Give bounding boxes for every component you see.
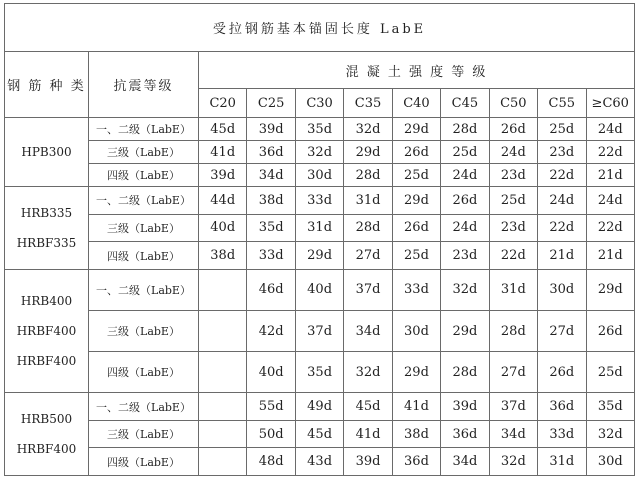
seismic-grade-cell: 三级（LabE） — [89, 214, 199, 242]
value-cell: 39d — [441, 393, 489, 421]
value-cell: 35d — [295, 118, 343, 141]
table-row — [5, 393, 635, 421]
value-cell: 31d — [538, 448, 586, 476]
value-cell: 31d — [344, 187, 392, 215]
seismic-grade-cell: 四级（LabE） — [89, 448, 199, 476]
value-cell: 22d — [538, 214, 586, 242]
steel-type-label: HRBF400 — [16, 442, 77, 457]
value-cell: 32d — [295, 141, 343, 164]
value-cell: 30d — [392, 310, 440, 351]
steel-type-header: 钢 筋 种 类 — [5, 52, 89, 118]
value-cell: 44d — [199, 187, 247, 215]
value-cell: 28d — [489, 310, 537, 351]
grade-header-cell: C35 — [344, 89, 392, 118]
value-cell: 32d — [489, 448, 537, 476]
value-cell: 28d — [344, 214, 392, 242]
value-cell: 26d — [489, 118, 537, 141]
value-cell: 23d — [441, 242, 489, 270]
value-cell: 38d — [199, 242, 247, 270]
table-row — [5, 214, 635, 242]
steel-type-label: HRB335 — [20, 205, 73, 220]
table-title: 受拉钢筋基本锚固长度 LabE — [5, 4, 635, 52]
value-cell: 25d — [392, 242, 440, 270]
table-row — [5, 187, 635, 215]
steel-type-label: HRB500 — [20, 412, 73, 427]
value-cell: 43d — [295, 448, 343, 476]
grade-header-cell: ≥C60 — [586, 89, 635, 118]
grade-header-cell: C20 — [199, 89, 247, 118]
value-cell: 26d — [441, 187, 489, 215]
seismic-grade-cell: 三级（LabE） — [89, 141, 199, 164]
value-cell: 41d — [392, 393, 440, 421]
value-cell: 49d — [295, 393, 343, 421]
value-cell: 24d — [441, 214, 489, 242]
value-cell: 26d — [586, 310, 635, 351]
value-cell: 37d — [295, 310, 343, 351]
value-cell: 29d — [392, 352, 440, 393]
value-cell — [199, 393, 247, 421]
steel-type-cell — [5, 393, 89, 476]
value-cell: 36d — [392, 448, 440, 476]
seismic-grade-cell: 四级（LabE） — [89, 242, 199, 270]
table-row — [5, 242, 635, 270]
value-cell: 24d — [489, 141, 537, 164]
value-cell: 37d — [489, 393, 537, 421]
value-cell: 41d — [344, 420, 392, 448]
value-cell: 26d — [392, 141, 440, 164]
value-cell: 34d — [489, 420, 537, 448]
value-cell: 26d — [538, 352, 586, 393]
value-cell: 24d — [586, 118, 635, 141]
value-cell: 36d — [538, 393, 586, 421]
value-cell: 27d — [489, 352, 537, 393]
value-cell: 35d — [295, 352, 343, 393]
seismic-grade-cell: 四级（LabE） — [89, 164, 199, 187]
grade-header-cell: C55 — [538, 89, 586, 118]
seismic-grade-cell: 一、二级（LabE） — [89, 118, 199, 141]
table-row — [5, 141, 635, 164]
value-cell: 38d — [392, 420, 440, 448]
value-cell: 28d — [441, 118, 489, 141]
value-cell: 27d — [344, 242, 392, 270]
table-row — [5, 269, 635, 310]
table-row — [5, 448, 635, 476]
value-cell: 29d — [441, 310, 489, 351]
seismic-grade-cell: 三级（LabE） — [89, 310, 199, 351]
steel-type-label: HRBF400 — [16, 324, 77, 339]
value-cell: 31d — [489, 269, 537, 310]
value-cell: 21d — [586, 164, 635, 187]
value-cell: 25d — [392, 164, 440, 187]
value-cell: 23d — [489, 214, 537, 242]
value-cell: 30d — [586, 448, 635, 476]
value-cell — [199, 269, 247, 310]
value-cell: 33d — [392, 269, 440, 310]
value-cell: 21d — [538, 242, 586, 270]
value-cell: 23d — [538, 141, 586, 164]
value-cell: 45d — [344, 393, 392, 421]
value-cell: 48d — [247, 448, 295, 476]
value-cell: 22d — [586, 141, 635, 164]
value-cell: 28d — [441, 352, 489, 393]
value-cell: 45d — [295, 420, 343, 448]
value-cell: 27d — [538, 310, 586, 351]
value-cell: 55d — [247, 393, 295, 421]
steel-type-cell — [5, 118, 89, 187]
seismic-grade-cell: 三级（LabE） — [89, 420, 199, 448]
value-cell: 24d — [586, 187, 635, 215]
grade-header-cell: C30 — [295, 89, 343, 118]
value-cell: 29d — [392, 187, 440, 215]
value-cell: 33d — [247, 242, 295, 270]
value-cell: 35d — [586, 393, 635, 421]
table-row — [5, 164, 635, 187]
value-cell: 31d — [295, 214, 343, 242]
value-cell: 21d — [586, 242, 635, 270]
value-cell: 34d — [344, 310, 392, 351]
value-cell: 34d — [441, 448, 489, 476]
value-cell: 24d — [538, 187, 586, 215]
value-cell: 29d — [392, 118, 440, 141]
value-cell: 40d — [295, 269, 343, 310]
value-cell: 33d — [295, 187, 343, 215]
value-cell — [199, 352, 247, 393]
value-cell: 32d — [344, 118, 392, 141]
value-cell: 23d — [489, 164, 537, 187]
value-cell: 25d — [538, 118, 586, 141]
table-row — [5, 420, 635, 448]
value-cell: 22d — [538, 164, 586, 187]
value-cell: 25d — [489, 187, 537, 215]
value-cell: 29d — [344, 141, 392, 164]
seismic-grade-cell: 一、二级（LabE） — [89, 269, 199, 310]
grade-header-cell: C50 — [489, 89, 537, 118]
value-cell: 41d — [199, 141, 247, 164]
value-cell: 39d — [247, 118, 295, 141]
table-row — [5, 352, 635, 393]
value-cell: 39d — [344, 448, 392, 476]
steel-type-cell — [5, 187, 89, 270]
value-cell — [199, 420, 247, 448]
seismic-grade-cell: 一、二级（LabE） — [89, 393, 199, 421]
value-cell: 32d — [586, 420, 635, 448]
value-cell: 22d — [586, 214, 635, 242]
value-cell: 24d — [441, 164, 489, 187]
value-cell: 42d — [247, 310, 295, 351]
value-cell: 29d — [295, 242, 343, 270]
value-cell: 40d — [199, 214, 247, 242]
value-cell — [199, 448, 247, 476]
value-cell: 32d — [441, 269, 489, 310]
seismic-grade-cell: 一、二级（LabE） — [89, 187, 199, 215]
value-cell: 32d — [344, 352, 392, 393]
value-cell: 50d — [247, 420, 295, 448]
value-cell: 33d — [538, 420, 586, 448]
value-cell: 40d — [247, 352, 295, 393]
value-cell: 25d — [441, 141, 489, 164]
value-cell: 22d — [489, 242, 537, 270]
value-cell: 34d — [247, 164, 295, 187]
steel-type-cell — [5, 269, 89, 392]
steel-type-label: HPB300 — [21, 145, 72, 160]
value-cell: 46d — [247, 269, 295, 310]
grade-header-cell: C25 — [247, 89, 295, 118]
steel-type-label: HRB400 — [20, 294, 73, 309]
grade-header-cell: C45 — [441, 89, 489, 118]
seismic-grade-header: 抗震等级 — [89, 52, 199, 118]
table-row — [5, 310, 635, 351]
value-cell: 29d — [586, 269, 635, 310]
value-cell: 26d — [392, 214, 440, 242]
table-body — [5, 118, 635, 476]
anchorage-length-table — [4, 3, 635, 476]
steel-type-label: HRBF400 — [16, 354, 77, 369]
value-cell: 36d — [247, 141, 295, 164]
seismic-grade-cell: 四级（LabE） — [89, 352, 199, 393]
value-cell: 30d — [295, 164, 343, 187]
value-cell: 28d — [344, 164, 392, 187]
value-cell: 30d — [538, 269, 586, 310]
concrete-grade-header: 混 凝 土 强 度 等 级 — [199, 52, 635, 89]
grade-header-cell: C40 — [392, 89, 440, 118]
value-cell: 37d — [344, 269, 392, 310]
value-cell: 25d — [586, 352, 635, 393]
table-row — [5, 118, 635, 141]
steel-type-label: HRBF335 — [16, 235, 77, 250]
value-cell — [199, 310, 247, 351]
value-cell: 45d — [199, 118, 247, 141]
value-cell: 39d — [199, 164, 247, 187]
value-cell: 38d — [247, 187, 295, 215]
value-cell: 35d — [247, 214, 295, 242]
value-cell: 36d — [441, 420, 489, 448]
